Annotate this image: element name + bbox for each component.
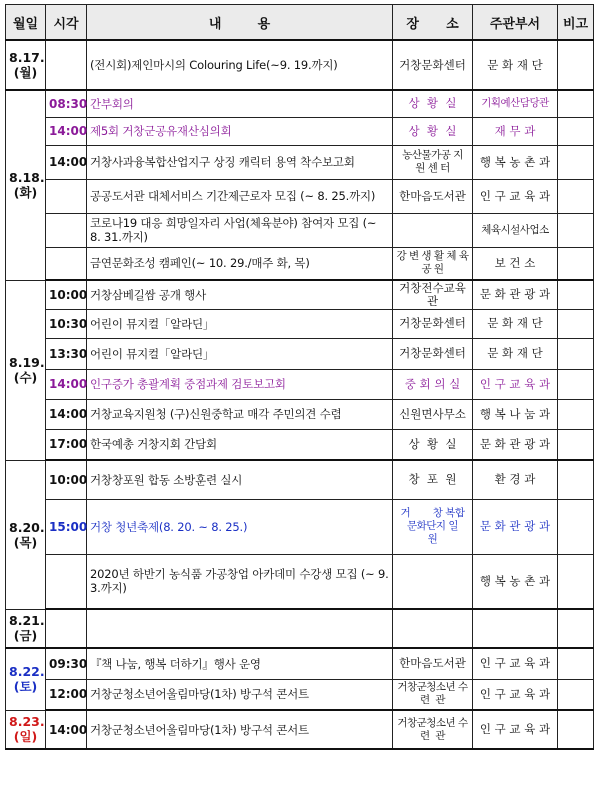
org-cell: 문 화 관 광 과 [473,280,558,309]
org-cell: 인 구 교 육 과 [473,179,558,213]
content-cell: 거창교육지원청 (구)신원중학교 매각 주민의견 수렴 [87,399,393,429]
org-cell [473,609,558,648]
place-cell: 상 황 실 [393,117,473,145]
content-cell: 한국예총 거창지회 간담회 [87,429,393,460]
org-cell: 문 화 재 단 [473,40,558,90]
schedule-row [6,399,594,429]
note-cell [558,429,594,460]
org-cell: 체육시설사업소 [473,213,558,247]
time-cell: 09:30 [46,648,87,679]
note-cell [558,679,594,710]
time-cell: 14:00 [46,399,87,429]
time-cell [46,213,87,247]
org-cell: 행 복 나 눔 과 [473,399,558,429]
content-cell: 거창군청소년어울림마당(1차) 방구석 콘서트 [87,679,393,710]
note-cell [558,145,594,179]
content-cell: (전시회)제인마시의 Colouring Life(~9. 19.까지) [87,40,393,90]
time-cell: 14:00 [46,710,87,749]
time-cell [46,40,87,90]
place-cell: 상 황 실 [393,90,473,117]
note-cell [558,338,594,369]
schedule-page [5,4,593,750]
date-cell: 8.22. (토) [6,648,46,710]
header-note: 비고 [558,5,594,41]
schedule-row [6,609,594,648]
note-cell [558,710,594,749]
note-cell [558,648,594,679]
time-cell: 10:30 [46,309,87,338]
org-cell: 보 건 소 [473,247,558,280]
note-cell [558,309,594,338]
place-cell: 거창문화센터 [393,40,473,90]
schedule-row [6,429,594,460]
time-cell: 13:30 [46,338,87,369]
place-cell: 창 포 원 [393,460,473,499]
content-cell: 금연문화조성 캠페인(~ 10. 29./매주 화, 목) [87,247,393,280]
date-cell: 8.17. (월) [6,40,46,90]
content-cell: 어린이 뮤지컬「알라딘」 [87,338,393,369]
place-cell: 농산물가공 지 원 센 터 [393,145,473,179]
schedule-row [6,247,594,280]
place-cell: 거창전수교육관 [393,280,473,309]
schedule-row [6,679,594,710]
date-cell: 8.18. (화) [6,90,46,280]
content-cell: 공공도서관 대체서비스 기간제근로자 모집 (~ 8. 25.까지) [87,179,393,213]
place-cell [393,213,473,247]
schedule-row [6,213,594,247]
place-cell: 거창문화센터 [393,338,473,369]
content-cell [87,609,393,648]
time-cell: 14:00 [46,117,87,145]
schedule-row [6,648,594,679]
time-cell [46,247,87,280]
content-cell: 거창창포원 합동 소방훈련 실시 [87,460,393,499]
note-cell [558,179,594,213]
org-cell: 문 화 관 광 과 [473,429,558,460]
schedule-row [6,499,594,554]
org-cell: 행 복 농 촌 과 [473,145,558,179]
org-cell: 인 구 교 육 과 [473,679,558,710]
header-content: 내 용 [87,5,393,41]
time-cell: 10:00 [46,280,87,309]
content-cell: 거창군청소년어울림마당(1차) 방구석 콘서트 [87,710,393,749]
place-cell: 한마음도서관 [393,648,473,679]
place-cell: 신원면사무소 [393,399,473,429]
org-cell: 인 구 교 육 과 [473,710,558,749]
place-cell: 거창군청소년 수 련 관 [393,679,473,710]
note-cell [558,369,594,399]
place-cell: 강 변 생 활 체 육 공 원 [393,247,473,280]
note-cell [558,40,594,90]
schedule-row [6,90,594,117]
place-cell: 거창군청소년 수 련 관 [393,710,473,749]
content-cell: 『책 나눔, 행복 더하기』행사 운영 [87,648,393,679]
schedule-row [6,145,594,179]
schedule-body [6,40,594,749]
org-cell: 인 구 교 육 과 [473,648,558,679]
note-cell [558,609,594,648]
schedule-row [6,554,594,609]
place-cell: 중 회 의 실 [393,369,473,399]
content-cell: 코로나19 대응 희망일자리 사업(체육분야) 참여자 모집 (~ 8. 31.까지) [87,213,393,247]
schedule-row [6,117,594,145]
content-cell: 인구증가 총괄계획 중점과제 검토보고회 [87,369,393,399]
place-cell [393,554,473,609]
schedule-row [6,179,594,213]
note-cell [558,460,594,499]
org-cell: 재 무 과 [473,117,558,145]
note-cell [558,399,594,429]
time-cell: 17:00 [46,429,87,460]
date-cell: 8.23. (일) [6,710,46,749]
note-cell [558,247,594,280]
date-cell: 8.20. (목) [6,460,46,609]
time-cell: 12:00 [46,679,87,710]
time-cell: 10:00 [46,460,87,499]
header-time: 시각 [46,5,87,41]
schedule-row [6,338,594,369]
place-cell [393,609,473,648]
header-date: 월일 [6,5,46,41]
date-cell: 8.21. (금) [6,609,46,648]
place-cell: 한마음도서관 [393,179,473,213]
org-cell: 문 화 재 단 [473,338,558,369]
time-cell: 08:30 [46,90,87,117]
time-cell [46,179,87,213]
note-cell [558,90,594,117]
org-cell: 환 경 과 [473,460,558,499]
content-cell: 거창사과융복합산업지구 상징 캐릭터 용역 착수보고회 [87,145,393,179]
header-place: 장 소 [393,5,473,41]
content-cell: 거창삼베길쌈 공개 행사 [87,280,393,309]
schedule-row [6,369,594,399]
content-cell: 어린이 뮤지컬「알라딘」 [87,309,393,338]
note-cell [558,554,594,609]
time-cell: 15:00 [46,499,87,554]
schedule-row [6,280,594,309]
time-cell [46,609,87,648]
place-cell: 거 창 복합문화단지 일 원 [393,499,473,554]
schedule-table [5,4,594,750]
note-cell [558,117,594,145]
schedule-row [6,710,594,749]
time-cell: 14:00 [46,369,87,399]
note-cell [558,213,594,247]
note-cell [558,499,594,554]
header-row [6,5,594,41]
schedule-row [6,309,594,338]
time-cell [46,554,87,609]
date-cell: 8.19. (수) [6,280,46,460]
org-cell: 문 화 관 광 과 [473,499,558,554]
note-cell [558,280,594,309]
content-cell: 2020년 하반기 농식품 가공창업 아카데미 수강생 모집 (~ 9. 3.까지) [87,554,393,609]
schedule-row [6,460,594,499]
org-cell: 인 구 교 육 과 [473,369,558,399]
org-cell: 기획예산담당관 [473,90,558,117]
content-cell: 거창 청년축제(8. 20. ~ 8. 25.) [87,499,393,554]
place-cell: 상 황 실 [393,429,473,460]
schedule-row [6,40,594,90]
content-cell: 간부회의 [87,90,393,117]
header-org: 주관부서 [473,5,558,41]
content-cell: 제5회 거창군공유재산심의회 [87,117,393,145]
time-cell: 14:00 [46,145,87,179]
org-cell: 문 화 재 단 [473,309,558,338]
org-cell: 행 복 농 촌 과 [473,554,558,609]
place-cell: 거창문화센터 [393,309,473,338]
